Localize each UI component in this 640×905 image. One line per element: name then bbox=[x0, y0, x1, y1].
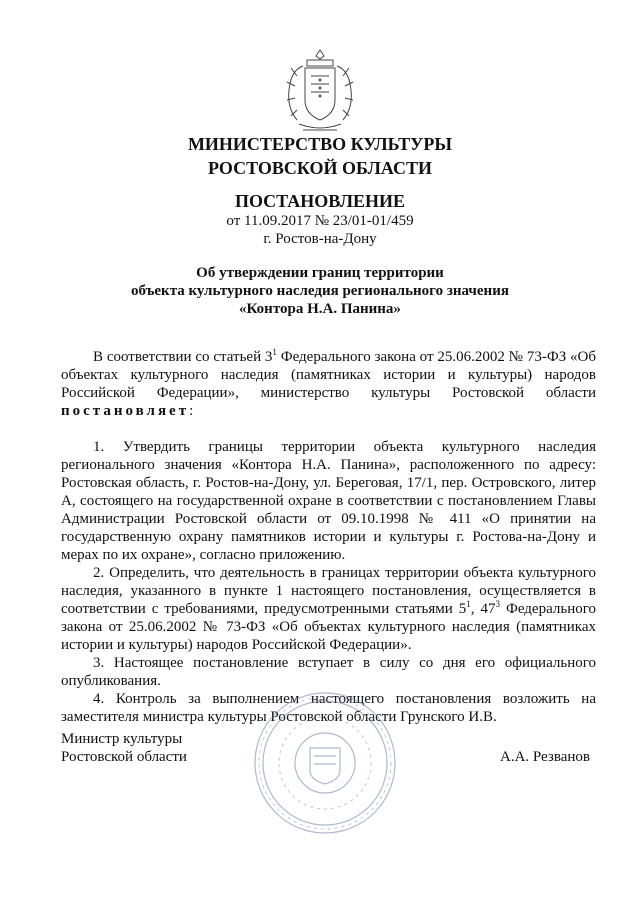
preamble-paragraph bbox=[61, 348, 596, 420]
subject-line-2: объекта культурного наследия регионального значения bbox=[131, 283, 509, 299]
signatory-position-line-1: Министр культуры bbox=[61, 731, 183, 747]
preamble-text-rest: Федерального закона от 25.06.2002 № 73-ФЗ «Об объектах культурного наследия (памятниках истории и культуры) народов Российской Федерации», министерство культуры Ростовской области bbox=[61, 349, 596, 401]
decree-body bbox=[61, 348, 596, 726]
ministry-line-2: РОСТОВСКОЙ ОБЛАСТИ bbox=[208, 158, 432, 178]
item-4-paragraph: 4. Контроль за выполнением настоящего постановления возложить на заместителя министра культуры Ростовской области Грунского И.В. bbox=[61, 691, 596, 725]
preamble-colon: : bbox=[189, 403, 194, 419]
decree-title: ПОСТАНОВЛЕНИЕ bbox=[234, 191, 406, 211]
item-2-paragraph bbox=[61, 564, 596, 654]
item-2-superscript-2: 3 bbox=[495, 599, 500, 609]
item-2-superscript-1: 1 bbox=[466, 599, 471, 609]
preamble-superscript: 1 bbox=[272, 347, 277, 357]
item-2-text-end: Федерального закона от 25.06.2002 № 73-ФЗ «Об объектах культурного наследия (памятниках истории и культуры) народов Российской Федерации». bbox=[61, 601, 597, 653]
rostov-region-coat-of-arms-icon bbox=[283, 46, 357, 136]
item-3-paragraph: 3. Настоящее постановление вступает в силу со дня его официального опубликования. bbox=[61, 655, 596, 689]
subject-line-1: Об утверждении границ территории bbox=[196, 265, 444, 281]
official-seal-stamp-icon bbox=[250, 688, 400, 838]
item-2-text-middle: , 47 bbox=[470, 601, 496, 617]
resolves-word: постановляет bbox=[61, 403, 190, 419]
item-2-text-start: 2. Определить, что деятельность в границах территории объекта культурного наследия, указанного в пункте 1 настоящего постановления, осуществляется в соответствии с требованиями, предусмотренными статьями 5 bbox=[61, 565, 596, 617]
decree-subject bbox=[60, 264, 580, 318]
ministry-name bbox=[0, 132, 640, 180]
decree-date-number: от 11.09.2017 № 23/01-01/459 bbox=[226, 213, 414, 229]
ministry-line-1: МИНИСТЕРСТВО КУЛЬТУРЫ bbox=[187, 134, 453, 154]
item-1-paragraph: 1. Утвердить границы территории объекта культурного наследия регионального значения «Контора Н.А. Панина», расположенного по адресу: Ростовская область, г. Ростов-на-Дону, ул. Береговая, 17/1, пер. Островского, литер А, состоящего на государственной охране в соответствии с постановлением Главы Администрации Ростовской области от 09.10.1998 № 411 «О принятии на государственную охрану памятников истории и культуры г. Ростова-на-Дону и мерах по их охране», согласно приложению. bbox=[61, 439, 596, 563]
preamble-text-start: В соответствии со статьей 3 bbox=[93, 349, 273, 365]
subject-line-3: «Контора Н.А. Панина» bbox=[239, 301, 401, 317]
signatory-position bbox=[61, 730, 187, 766]
signatory-position-line-2: Ростовской области bbox=[61, 749, 187, 765]
signatory-name: А.А. Резванов bbox=[500, 749, 590, 765]
decree-city: г. Ростов-на-Дону bbox=[263, 231, 377, 247]
